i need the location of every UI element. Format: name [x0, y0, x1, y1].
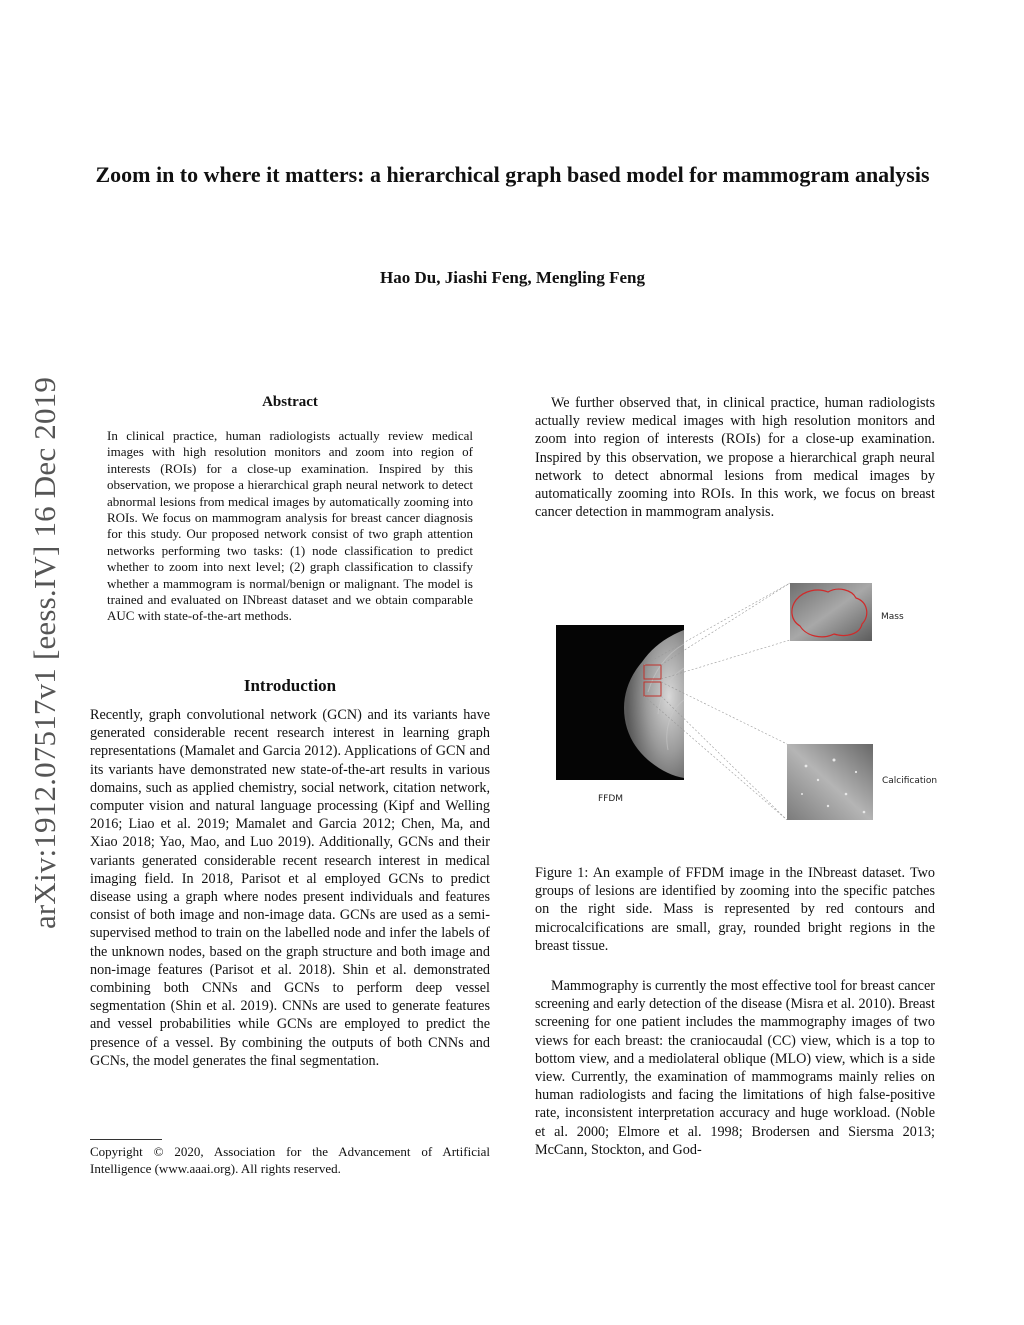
abstract-heading: Abstract — [262, 394, 318, 410]
label-ffdm: FFDM — [598, 794, 624, 804]
copyright-footnote: Copyright © 2020, Association for the Advancement of Artificial Intelligence (www.aaai.org). All rights reserved. — [90, 1144, 490, 1176]
figure-1 — [556, 580, 940, 820]
introduction-body: Recently, graph convolutional network (GCN) and its variants have generated considerable recent research interest in learning graph representations (Mamalet and Garcia 2012). Applications of GCN and its variants have demonstrated new state-of-the-art results in various domains, such as applied chemistry, social network, citation network, computer vision and natural language processing (Kipf and Welling 2016; Liao et al. 2019; Mamalet and Garcia 2012; Chen, Ma, and Xiao 2018; Yao, Mao, and Luo 2019). Additionally, GCNs and their variants generated considerable recent research interest in medical imaging field. In 2018, Parisot et al employed GCNs to predict disease using a graph where nodes present individuals and features consist of both image and non-image data. GCNs are used as a semi-supervised method to train on the labelled node and infer the labels of the unknown nodes, based on the graph structure and both image and non-image features (Parisot et al. 2018). Shin et al. demonstrated combining both CNNs and GCNs to perform deep vessel segmentation (Shin et al. 2019). CNNs are used to generate features and vessel probabilities while GCNs are employed to predict the presence of a vessel. By combining the outputs of both CNNs and GCNs, the model generates the final segmentation. — [90, 707, 490, 1069]
right-paragraph-1: We further observed that, in clinical practice, human radiologists actually review medical images with high resolution monitors and zoom into region of interests (ROIs) for a close-up examination. Inspired by this observation, we propose a hierarchical graph neural network to detect abnormal lesions from medical images by automatically zooming into ROIs. In this work, we focus on breast cancer detection in mammogram analysis. — [535, 395, 935, 521]
paper-authors: Hao Du, Jiashi Feng, Mengling Feng — [380, 268, 645, 287]
label-mass: Mass — [881, 612, 904, 622]
mass-patch — [790, 583, 872, 641]
calcification-patch — [787, 744, 873, 820]
label-calcification: Calcification — [882, 776, 938, 786]
arxiv-stamp-text: arXiv:1912.07517v1 [eess.IV] 16 Dec 2019 — [27, 376, 63, 929]
right-paragraph-2: Mammography is currently the most effective tool for breast cancer screening and early detection of the disease (Misra et al. 2010). Breast screening for one patient includes the mammography images of two views for each breast: the craniocaudal (CC) view, which is a top to bottom view, and a mediolateral oblique (MLO) view, which is a side view. Currently, the examination of mammograms mainly relies on human radiologists and facing the limitations of high false-positive rate, inconsistent interpretation accuracy and huge workload. (Noble et al. 2000; Elmore et al. 1998; Brodersen and Siersma 2013; McCann, Stockton, and God- — [535, 978, 935, 1158]
paper-title: Zoom in to where it matters: a hierarchical graph based model for mammogram analysis — [95, 162, 930, 187]
figure-caption: Figure 1: An example of FFDM image in the INbreast dataset. Two groups of lesions are identified by zooming into the specific patches on the right side. Mass is represented by red contours and microcalcifications are small, gray, rounded bright regions in the breast tissue. — [535, 865, 935, 954]
abstract-body: In clinical practice, human radiologists actually review medical images with high resolution monitors and zoom into region of interests (ROIs) for a close-up examination. Inspired by this observation, we propose a hierarchical graph neural network to detect abnormal lesions from medical images by automatically zooming into ROIs. We focus on mammogram analysis for breast cancer diagnosis for this study. Our proposed network consist of two graph attention networks performing two tasks: (1) node classification to predict whether to zoom into next level; (2) graph classification to classify whether a mammogram is normal/benign or malignant. The model is trained and evaluated on INbreast dataset and we obtain comparable AUC with state-of-the-art methods. — [107, 428, 473, 624]
introduction-heading: Introduction — [243, 676, 337, 695]
footnote-rule — [90, 1139, 162, 1140]
arxiv-stamp — [26, 350, 64, 955]
